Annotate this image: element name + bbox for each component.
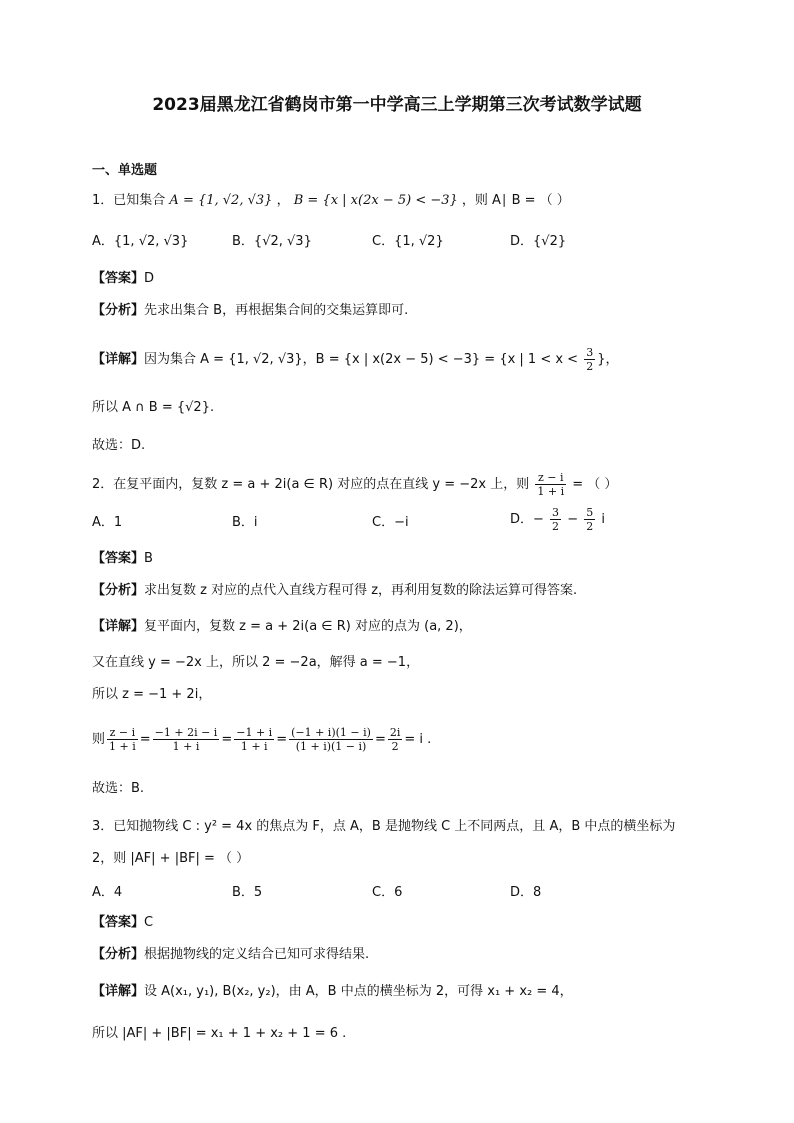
frac-numerator: 3 bbox=[586, 346, 594, 359]
q2-analysis-text: 求出复数 z 对应的点代入直线方程可得 z，再利用复数的除法运算可得答案. bbox=[144, 583, 578, 598]
frac-denominator: 2 bbox=[391, 740, 399, 753]
q2-analysis bbox=[92, 582, 577, 600]
frac-denominator: 2 bbox=[586, 520, 594, 533]
q1-answer bbox=[92, 270, 154, 288]
q3-detail bbox=[92, 983, 573, 1001]
q1-choice: 故选：D. bbox=[92, 438, 146, 453]
q2-detail-text: 复平面内，复数 z = a + 2i(a ∈ R) 对应的点为 (a, 2)， bbox=[144, 619, 472, 634]
page-title: 2023届黑龙江省鹤岗市第一中学高三上学期第三次考试数学试题 bbox=[152, 95, 642, 115]
q2-detail-3: 所以 z = −1 + 2i， bbox=[92, 687, 212, 702]
q1-set-a: A = {1, √2, √3} bbox=[169, 193, 273, 208]
q3-detail-text: 设 A(x₁, y₁), B(x₂, y₂)，由 A，B 中点的横坐标为 2，可得 x₁ + x₂ = 4， bbox=[144, 984, 573, 999]
q2-detail-2: 又在直线 y = −2x 上，所以 2 = −2a，解得 a = −1， bbox=[92, 655, 420, 670]
answer-tag: 【答案】 bbox=[92, 271, 145, 286]
q1-analysis bbox=[92, 302, 408, 320]
frac-numerator: z − i bbox=[107, 726, 138, 740]
q3-answer bbox=[92, 914, 153, 932]
q2-frac-5 bbox=[388, 726, 403, 753]
frac-numerator: 3 bbox=[552, 506, 560, 519]
q1-option-a: A．{1, √2, √3} bbox=[92, 234, 189, 249]
q2-answer-value: B bbox=[144, 551, 153, 566]
q1-option-b: B．{√2, √3} bbox=[232, 234, 312, 249]
frac-denominator: 1 + i bbox=[109, 740, 136, 753]
q2-option-b: B．i bbox=[232, 515, 258, 530]
q2-detail-4: 则 $\frac{z - i}{1 + i}$ = $\frac{-1 + 2i - i}{1 + i}$ = $\frac{-1 + i}{1 + i}$ = $\frac{(-1 + i)(1 - i)}{(1 + i)(1 - i)}$ = $\frac{2i}{2}$ = i . bbox=[92, 726, 432, 753]
frac-numerator: z − i bbox=[535, 471, 566, 485]
q1-option-c: C．{1, √2} bbox=[372, 234, 444, 249]
detail-tag: 【详解】 bbox=[92, 619, 145, 634]
frac-numerator: −1 + 2i − i bbox=[154, 726, 218, 739]
frac-denominator: 2 bbox=[586, 360, 594, 373]
analysis-tag: 【分析】 bbox=[92, 583, 145, 598]
analysis-tag: 【分析】 bbox=[92, 947, 145, 962]
q3-stem-line-2: 2，则 |AF| + |BF| = （ ） bbox=[92, 851, 250, 866]
q2-stem-a: 2．在复平面内，复数 z = a + 2i(a ∈ R) 对应的点在直线 y = −2x 上，则 bbox=[92, 477, 530, 492]
q2-choice: 故选：B. bbox=[92, 781, 145, 796]
q2-option-d-tail: i bbox=[601, 512, 605, 527]
q2-option-d-label: D．− bbox=[510, 512, 544, 527]
q1-answer-value: D bbox=[144, 271, 155, 286]
q1-detail-2: 所以 A ∩ B = {√2}. bbox=[92, 400, 215, 415]
q2-detail bbox=[92, 618, 472, 636]
q3-stem-line-1: 3．已知抛物线 C : y² = 4x 的焦点为 F，点 A，B 是抛物线 C 上不同两点，且 A，B 中点的横坐标为 bbox=[92, 819, 676, 834]
frac-denominator: 1 + i bbox=[537, 485, 565, 498]
frac-denominator: 2 bbox=[552, 520, 560, 533]
q2-detail-4-post: = i . bbox=[404, 732, 432, 747]
frac-numerator: 5 bbox=[586, 506, 594, 519]
q1-stem-a: 1．已知集合 bbox=[92, 193, 166, 208]
q1-stem-c: ， bbox=[276, 193, 290, 208]
q1-stem-e: ，则 A∣ B = （ ） bbox=[461, 193, 570, 208]
q2-option-d-minus: − bbox=[567, 512, 579, 527]
q2-option-d-frac2 bbox=[584, 506, 595, 533]
frac-numerator: (−1 + i)(1 − i) bbox=[291, 726, 371, 739]
q1-analysis-text: 先求出集合 B，再根据集合间的交集运算即可. bbox=[144, 303, 409, 318]
frac-denominator: (1 + i)(1 − i) bbox=[295, 740, 367, 753]
frac-denominator: 1 + i bbox=[240, 740, 268, 753]
q2-option-c: C．−i bbox=[372, 515, 409, 530]
q1-detail-fraction bbox=[584, 346, 595, 373]
q2-stem-b: = （ ） bbox=[572, 477, 618, 492]
detail-tag: 【详解】 bbox=[92, 352, 145, 367]
q2-frac-4 bbox=[289, 726, 373, 753]
detail-tag: 【详解】 bbox=[92, 984, 145, 999]
q2-frac-1 bbox=[107, 726, 138, 753]
q2-option-a: A．1 bbox=[92, 515, 123, 530]
q1-option-d: D．{√2} bbox=[510, 234, 567, 249]
q1-detail bbox=[92, 346, 619, 373]
q2-answer bbox=[92, 550, 153, 568]
q3-analysis-text: 根据抛物线的定义结合已知可求得结果. bbox=[144, 947, 370, 962]
q3-option-c: C．6 bbox=[372, 885, 403, 900]
q2-stem bbox=[92, 471, 617, 498]
q1-detail-tail: }， bbox=[597, 352, 619, 367]
q3-option-a: A．4 bbox=[92, 885, 123, 900]
q2-option-d-frac1 bbox=[550, 506, 561, 533]
answer-tag: 【答案】 bbox=[92, 915, 145, 930]
q2-frac-2 bbox=[153, 726, 220, 753]
q2-stem-fraction bbox=[535, 471, 566, 498]
q3-analysis bbox=[92, 946, 369, 964]
analysis-tag: 【分析】 bbox=[92, 303, 145, 318]
section-heading: 一、单选题 bbox=[92, 163, 158, 178]
q2-option-d bbox=[510, 506, 605, 533]
q3-option-d: D．8 bbox=[510, 885, 542, 900]
q3-detail-2: 所以 |AF| + |BF| = x₁ + 1 + x₂ + 1 = 6 . bbox=[92, 1026, 347, 1041]
frac-numerator: 2i bbox=[389, 726, 401, 739]
q3-option-b: B．5 bbox=[232, 885, 263, 900]
frac-denominator: 1 + i bbox=[172, 740, 200, 753]
q1-detail-text: 因为集合 A = {1, √2, √3}，B = {x | x(2x − 5) < −3} = {x | 1 < x < bbox=[144, 352, 579, 367]
answer-tag: 【答案】 bbox=[92, 551, 145, 566]
q2-frac-3 bbox=[234, 726, 274, 753]
q2-detail-4-pre: 则 bbox=[92, 732, 106, 747]
q3-answer-value: C bbox=[144, 915, 154, 930]
q1-set-b: B = {x | x(2x − 5) < −3} bbox=[293, 193, 458, 208]
q1-stem bbox=[92, 192, 570, 210]
frac-numerator: −1 + i bbox=[236, 726, 273, 739]
